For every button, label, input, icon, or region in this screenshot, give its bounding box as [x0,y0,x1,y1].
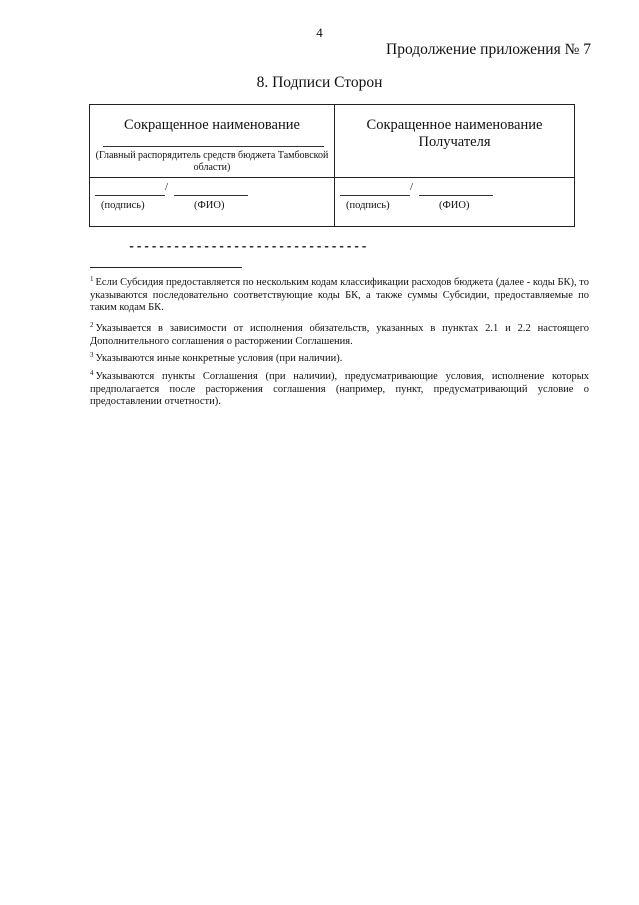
page-number: 4 [316,25,323,40]
footnote-1-text: Если Субсидия предоставляется по нескольким кодам классификации расходов бюджета (далее - коды БК), то указываются последовательно соответствующие коды БК, а также суммы Субсидии, предоставляемые по таким кодам БК. [90,277,589,313]
right-signature-label: (подпись) [346,200,390,211]
footnote-4-text: Указываются пункты Соглашения (при наличии), предусматривающие условия, исполнение которых предполагается после расторжения соглашения (например, пункт, предусматривающий условие о предоставлении отчетности). [90,371,589,407]
footnote-2 [90,319,589,348]
appendix-header: Продолжение приложения № 7 [386,41,591,58]
right-signature-slash: / [410,181,414,193]
footnote-3-text: Указываются иные конкретные условия (при наличии). [95,353,343,364]
left-name-line [174,195,248,196]
left-name-label: (ФИО) [194,200,225,211]
right-signature-line [340,195,410,196]
left-party-note: (Главный распорядитель средств бюджета Тамбовской области) [95,150,329,173]
section-title: 8. Подписи Сторон [256,74,383,91]
left-signature-cell [90,178,335,227]
footnote-1-mark: 1 [90,275,94,283]
right-party-cell [335,105,575,178]
left-signature-label: (подпись) [101,200,145,211]
left-party-cell [90,105,335,178]
left-signature-slash: / [165,181,169,193]
footnote-3 [90,349,589,366]
right-signature-cell [335,178,575,227]
footnote-4-mark: 4 [90,369,94,377]
footnote-4 [90,367,589,409]
right-party-title: Сокращенное наименование Получателя [366,117,543,150]
dashed-separator: -------------------------------- [128,240,369,254]
right-name-line [419,195,493,196]
footnote-2-text: Указывается в зависимости от исполнения обязательств, указанных в пунктах 2.1 и 2.2 настоящего Дополнительного соглашения о расторжении Соглашения. [90,323,589,347]
signature-table [89,104,575,227]
left-signature-line [95,195,165,196]
left-party-title: Сокращенное наименование [124,117,300,133]
footnote-3-mark: 3 [90,351,94,359]
footnote-rule [90,267,242,268]
right-name-label: (ФИО) [439,200,470,211]
footnote-1 [90,273,589,315]
footnote-2-mark: 2 [90,321,94,329]
left-party-name-line [103,146,324,147]
